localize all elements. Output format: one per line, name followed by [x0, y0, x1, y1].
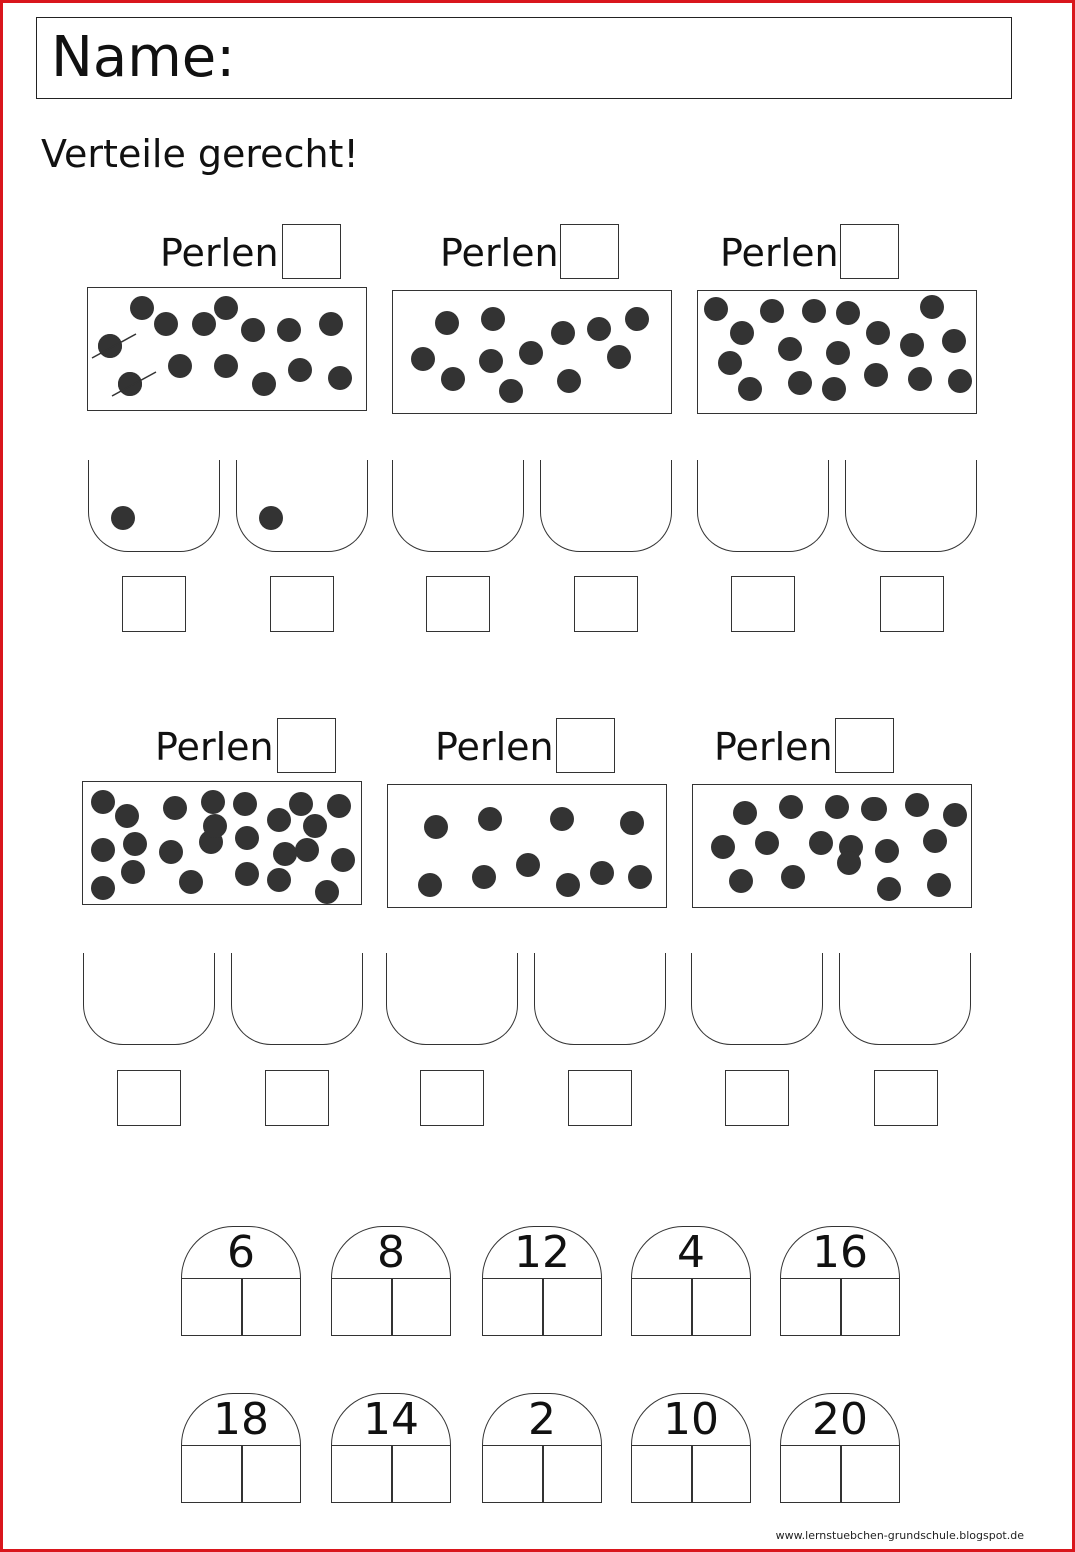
- bead: [163, 796, 187, 820]
- bead: [159, 840, 183, 864]
- cup-10[interactable]: [534, 953, 666, 1045]
- bead: [864, 363, 888, 387]
- bead: [779, 795, 803, 819]
- bead-box-4: [82, 781, 362, 905]
- bead: [499, 379, 523, 403]
- cup-4[interactable]: [540, 460, 672, 552]
- cup-12[interactable]: [839, 953, 971, 1045]
- number-house: [780, 1393, 900, 1503]
- bead: [905, 793, 929, 817]
- bead: [168, 354, 192, 378]
- bead: [481, 307, 505, 331]
- bead: [273, 842, 297, 866]
- bead: [192, 312, 216, 336]
- cup-1[interactable]: [88, 460, 220, 552]
- bead: [551, 321, 575, 345]
- house-number: 10: [663, 1394, 719, 1445]
- bead: [760, 299, 784, 323]
- bead: [628, 865, 652, 889]
- bead: [411, 347, 435, 371]
- bead: [214, 296, 238, 320]
- bead: [942, 329, 966, 353]
- bead: [866, 321, 890, 345]
- perlen-label-3: Perlen: [720, 231, 839, 275]
- number-house: [482, 1226, 602, 1336]
- perlen-label-2: Perlen: [440, 231, 559, 275]
- house-split-area[interactable]: [181, 1278, 301, 1336]
- bead: [91, 876, 115, 900]
- bead: [295, 838, 319, 862]
- bead: [121, 860, 145, 884]
- cup-6[interactable]: [845, 460, 977, 552]
- cup-answer-box-7[interactable]: [117, 1070, 181, 1126]
- cup-5[interactable]: [697, 460, 829, 552]
- house-number: 2: [528, 1394, 556, 1445]
- number-house: [780, 1226, 900, 1336]
- bead: [130, 296, 154, 320]
- house-divider: [542, 1446, 544, 1502]
- cup-3[interactable]: [392, 460, 524, 552]
- bead: [620, 811, 644, 835]
- bead: [738, 377, 762, 401]
- cup-answer-box-5[interactable]: [731, 576, 795, 632]
- perlen-label-6: Perlen: [714, 725, 833, 769]
- bead-box-2: [392, 290, 672, 414]
- perlen-count-box-3[interactable]: [840, 224, 899, 279]
- cup-9[interactable]: [386, 953, 518, 1045]
- bead: [203, 814, 227, 838]
- house-divider: [391, 1279, 393, 1335]
- bead: [943, 803, 967, 827]
- bead: [424, 815, 448, 839]
- bead: [277, 318, 301, 342]
- house-split-area[interactable]: [780, 1278, 900, 1336]
- house-divider: [840, 1446, 842, 1502]
- bead: [788, 371, 812, 395]
- cup-2[interactable]: [236, 460, 368, 552]
- perlen-label-4: Perlen: [155, 725, 274, 769]
- bead: [729, 869, 753, 893]
- cup-answer-box-8[interactable]: [265, 1070, 329, 1126]
- house-split-area[interactable]: [631, 1278, 751, 1336]
- number-house: [631, 1226, 751, 1336]
- house-split-area[interactable]: [631, 1445, 751, 1503]
- bead: [923, 829, 947, 853]
- number-house: [331, 1393, 451, 1503]
- number-house: [181, 1226, 301, 1336]
- bead: [863, 797, 887, 821]
- house-split-area[interactable]: [482, 1278, 602, 1336]
- bead: [587, 317, 611, 341]
- house-divider: [542, 1279, 544, 1335]
- bead-box-5: [387, 784, 667, 908]
- bead: [825, 795, 849, 819]
- strike-mark: [90, 328, 150, 368]
- bead: [303, 814, 327, 838]
- cup-answer-box-6[interactable]: [880, 576, 944, 632]
- bead: [900, 333, 924, 357]
- instruction-text: Verteile gerecht!: [41, 132, 359, 176]
- bead: [590, 861, 614, 885]
- bead: [441, 367, 465, 391]
- house-number: 8: [377, 1227, 405, 1278]
- number-house: [482, 1393, 602, 1503]
- bead: [733, 801, 757, 825]
- house-number: 20: [812, 1394, 868, 1445]
- bead: [235, 826, 259, 850]
- house-number: 12: [514, 1227, 570, 1278]
- bead: [233, 792, 257, 816]
- bead: [607, 345, 631, 369]
- house-split-area[interactable]: [331, 1445, 451, 1503]
- bead: [418, 873, 442, 897]
- perlen-label-1: Perlen: [160, 231, 279, 275]
- number-house: [631, 1393, 751, 1503]
- bead: [809, 831, 833, 855]
- bead: [550, 807, 574, 831]
- bead: [154, 312, 178, 336]
- perlen-count-box-2[interactable]: [560, 224, 619, 279]
- bead: [479, 349, 503, 373]
- bead: [920, 295, 944, 319]
- bead: [241, 318, 265, 342]
- cup-answer-box-3[interactable]: [426, 576, 490, 632]
- name-field[interactable]: [36, 17, 1012, 99]
- bead: [711, 835, 735, 859]
- bead: [331, 848, 355, 872]
- bead: [519, 341, 543, 365]
- house-divider: [691, 1279, 693, 1335]
- bead: [288, 358, 312, 382]
- cup-answer-box-12[interactable]: [874, 1070, 938, 1126]
- house-divider: [840, 1279, 842, 1335]
- bead: [822, 377, 846, 401]
- house-split-area[interactable]: [780, 1445, 900, 1503]
- bead: [91, 790, 115, 814]
- house-divider: [241, 1446, 243, 1502]
- cup-answer-box-2[interactable]: [270, 576, 334, 632]
- strike-mark: [110, 366, 170, 406]
- bead: [267, 868, 291, 892]
- bead: [948, 369, 972, 393]
- bead: [556, 873, 580, 897]
- footer-url: www.lernstuebchen-grundschule.blogspot.de: [775, 1529, 1024, 1542]
- bead: [730, 321, 754, 345]
- bead: [327, 794, 351, 818]
- perlen-count-box-6[interactable]: [835, 718, 894, 773]
- bead: [704, 297, 728, 321]
- bead: [778, 337, 802, 361]
- bead-in-cup: [111, 506, 135, 530]
- house-split-area[interactable]: [181, 1445, 301, 1503]
- bead-box-1: [87, 287, 367, 411]
- house-number: 14: [363, 1394, 419, 1445]
- bead-box-6: [692, 784, 972, 908]
- house-split-area[interactable]: [482, 1445, 602, 1503]
- bead: [557, 369, 581, 393]
- bead: [123, 832, 147, 856]
- cup-11[interactable]: [691, 953, 823, 1045]
- bead: [472, 865, 496, 889]
- house-number: 6: [227, 1227, 255, 1278]
- cup-answer-box-9[interactable]: [420, 1070, 484, 1126]
- bead: [179, 870, 203, 894]
- bead: [252, 372, 276, 396]
- name-label: Name:: [51, 25, 236, 90]
- house-number: 18: [213, 1394, 269, 1445]
- bead: [328, 366, 352, 390]
- bead: [319, 312, 343, 336]
- bead: [91, 838, 115, 862]
- bead: [516, 853, 540, 877]
- house-divider: [241, 1279, 243, 1335]
- bead: [781, 865, 805, 889]
- bead: [755, 831, 779, 855]
- bead: [201, 790, 225, 814]
- bead: [836, 301, 860, 325]
- bead: [718, 351, 742, 375]
- perlen-count-box-4[interactable]: [277, 718, 336, 773]
- cup-8[interactable]: [231, 953, 363, 1045]
- bead: [625, 307, 649, 331]
- bead: [478, 807, 502, 831]
- number-house: [181, 1393, 301, 1503]
- perlen-count-box-5[interactable]: [556, 718, 615, 773]
- bead: [235, 862, 259, 886]
- bead: [435, 311, 459, 335]
- bead: [927, 873, 951, 897]
- bead: [289, 792, 313, 816]
- bead-box-3: [697, 290, 977, 414]
- cup-answer-box-10[interactable]: [568, 1070, 632, 1126]
- bead: [877, 877, 901, 901]
- cup-answer-box-4[interactable]: [574, 576, 638, 632]
- bead: [908, 367, 932, 391]
- cup-7[interactable]: [83, 953, 215, 1045]
- bead: [115, 804, 139, 828]
- bead: [837, 851, 861, 875]
- perlen-count-box-1[interactable]: [282, 224, 341, 279]
- house-divider: [391, 1446, 393, 1502]
- perlen-label-5: Perlen: [435, 725, 554, 769]
- house-divider: [691, 1446, 693, 1502]
- cup-answer-box-11[interactable]: [725, 1070, 789, 1126]
- house-number: 16: [812, 1227, 868, 1278]
- bead: [826, 341, 850, 365]
- house-split-area[interactable]: [331, 1278, 451, 1336]
- cup-answer-box-1[interactable]: [122, 576, 186, 632]
- bead-in-cup: [259, 506, 283, 530]
- bead: [875, 839, 899, 863]
- bead: [315, 880, 339, 904]
- bead: [214, 354, 238, 378]
- bead: [802, 299, 826, 323]
- house-number: 4: [677, 1227, 705, 1278]
- bead: [267, 808, 291, 832]
- number-house: [331, 1226, 451, 1336]
